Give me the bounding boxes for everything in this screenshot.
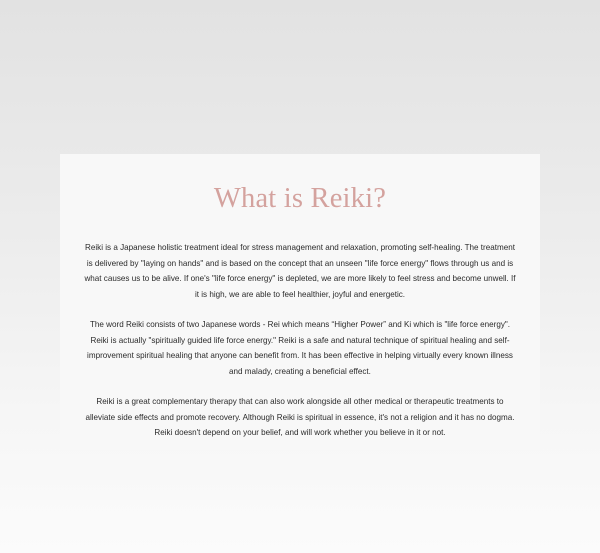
page-title: What is Reiki? xyxy=(213,183,387,214)
therapy-paragraph: Reiki is a great complementary therapy that can also work alongside all other medical or therapeutic treatments to alleviate side effects and promote recovery. Although Reiki is spiritual in essence, it's not a religion and it has no dogma. Reiki doesn't depend on your belief, and will work whether you believe in it or not. xyxy=(85,397,515,437)
meaning-paragraph: The word Reiki consists of two Japanese words - Rei which means “Higher Power” and Ki which is "life force energy". Reiki is actually "spiritually guided life force energy." Reiki is a safe and natural technique of spiritual healing and self-improvement spiritual healing that anyone can benefit from. It has been effective in helping virtually every known illness and malady, creating a beneficial effect. xyxy=(87,320,513,376)
content-card xyxy=(60,154,540,450)
intro-paragraph: Reiki is a Japanese holistic treatment ideal for stress management and relaxation, promoting self-healing. The treatment is delivered by "laying on hands" and is based on the concept that an unseen "life force energy" flows through us and is what causes us to be alive. If one's "life force energy" is depleted, we are more likely to feel stress and become unwell. If it is high, we are able to feel healthier, joyful and energetic. xyxy=(84,243,516,299)
body-text xyxy=(82,240,518,441)
